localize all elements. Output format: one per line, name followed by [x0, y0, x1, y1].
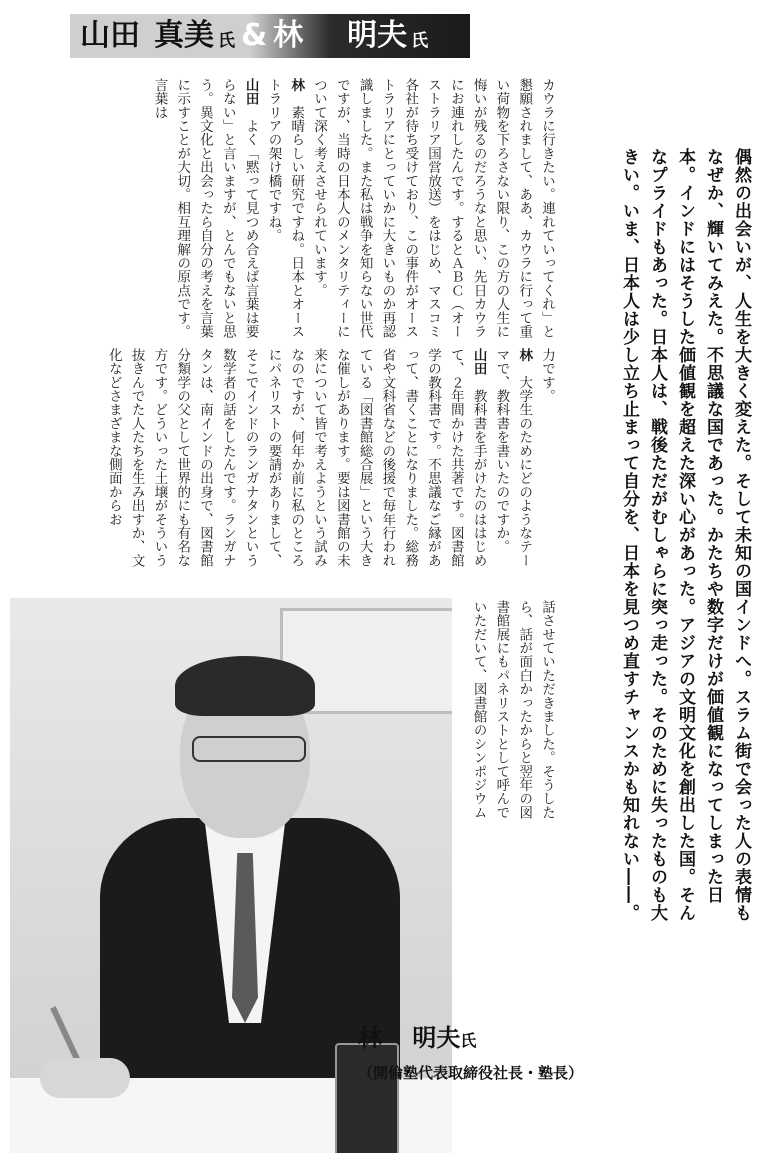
paragraph — [262, 78, 308, 340]
paragraph-text: カウラに行きたい。連れていってくれ」と懇願されまして、ああ、カウラに行って重い荷物を下ろさない限り、この方の人生に悔いが残るのだろうなと思い、先日カウラにお連れしたんです。するとＡＢＣ（オーストラリア国営放送）をはじめ、マスコミ各社が待ち受けており、この事件がオーストラリアにとっていかに大きいものか再認識しました。また私は戦争を知らない世代ですが、当時の日本人のメンタリティーについて深く考えさせられています。 — [311, 78, 555, 339]
paragraph — [467, 600, 558, 830]
paragraph-text: 素晴らしい研究ですね。日本とオーストラリアの架け橋ですね。 — [265, 78, 305, 339]
caption-suffix: 氏 — [460, 1031, 477, 1050]
paragraph-text: 話させていただきました。そうしたら、話が面白かったからと翌年の図書館展にもパネリストとして呼んでいただいて、図書館のシンポジウム — [470, 600, 555, 820]
header-name2-surname: 林 — [273, 18, 304, 53]
hair — [175, 656, 315, 716]
header-ampersand: & — [241, 18, 268, 53]
header-name1-given: 真美 — [154, 18, 214, 53]
header-name1-suffix: 氏 — [218, 31, 235, 51]
paragraph-text: 教科書を手がけたのははじめて、２年間かけた共著です。図書館学の教科書です。不思議なご縁があって、書くことになりました。総務省や文科省などの後援で毎年行われている「図書館総合展」という大きな催しがあります。要は図書館の未来について皆で考えようという試みなのですが、何年か前に私のところにパネリストの要請がありまして、そこでインドのランガナタンという数学者の話をしたんです。ランガナタンは、南インドの出身で、図書館分類学の父として世界的にも有名な方です。どういった土壌がそういう抜きんでた人たちを生み出すか、文化などさまざまな側面からお — [105, 348, 487, 568]
lead-paragraph: 偶然の出会いが、人生を大きく変えた。そして未知の国インドへ。スラム街で会った人の表情もなぜか、輝いてみえた。不思議な国であった。かたちや数字だけが価値観になってしまった日本。インドにはそうした価値観を超えた深い心があった。アジアの文明文化を創出した国。そんなプライドもあった。日本人は、戦後ただがむしゃらに突っ走った。そのために失ったものも大きい。いま、日本人は少し立ち止まって自分を、日本を見つめ直すチャンスかも知れない――。 — [619, 148, 751, 922]
paragraph-text: よく「黙って見つめ合えば言葉は要らない」と言いますが、とんでもないと思う。異文化と出会ったら自分の考えを言葉に示すことが大切。相互理解の原点です。言葉は — [151, 78, 259, 339]
speaker-label: 林 — [288, 78, 305, 92]
body-column-3 — [462, 600, 558, 830]
glasses — [192, 736, 306, 762]
speaker-label: 山田 — [242, 78, 259, 106]
drinking-glass — [335, 1043, 399, 1153]
paragraph — [490, 348, 536, 578]
body-column-2 — [78, 348, 558, 578]
paragraph-text: 力です。 — [539, 348, 555, 403]
header-name2-given: 明夫 — [347, 18, 408, 53]
paragraph — [102, 348, 490, 578]
caption-given: 明夫 — [412, 1024, 461, 1052]
paragraph — [535, 348, 558, 578]
photo-caption-role: （開倫塾代表取締役社長・塾長） — [358, 1064, 584, 1082]
paragraph-text: 大学生のためにどのようなテーマで、教科書を書いたのですか。 — [493, 348, 533, 568]
paragraph — [307, 78, 558, 340]
photo-caption-name — [358, 1018, 476, 1053]
speaker-label: 林 — [516, 348, 533, 362]
hand — [40, 1058, 130, 1098]
header-name2-suffix: 氏 — [411, 31, 429, 51]
caption-surname: 林 — [358, 1024, 382, 1052]
article-header — [80, 16, 428, 56]
paragraph — [148, 78, 262, 340]
body-column-1 — [78, 78, 558, 340]
speaker-label: 山田 — [470, 348, 487, 376]
header-name1-surname: 山田 — [80, 18, 140, 53]
